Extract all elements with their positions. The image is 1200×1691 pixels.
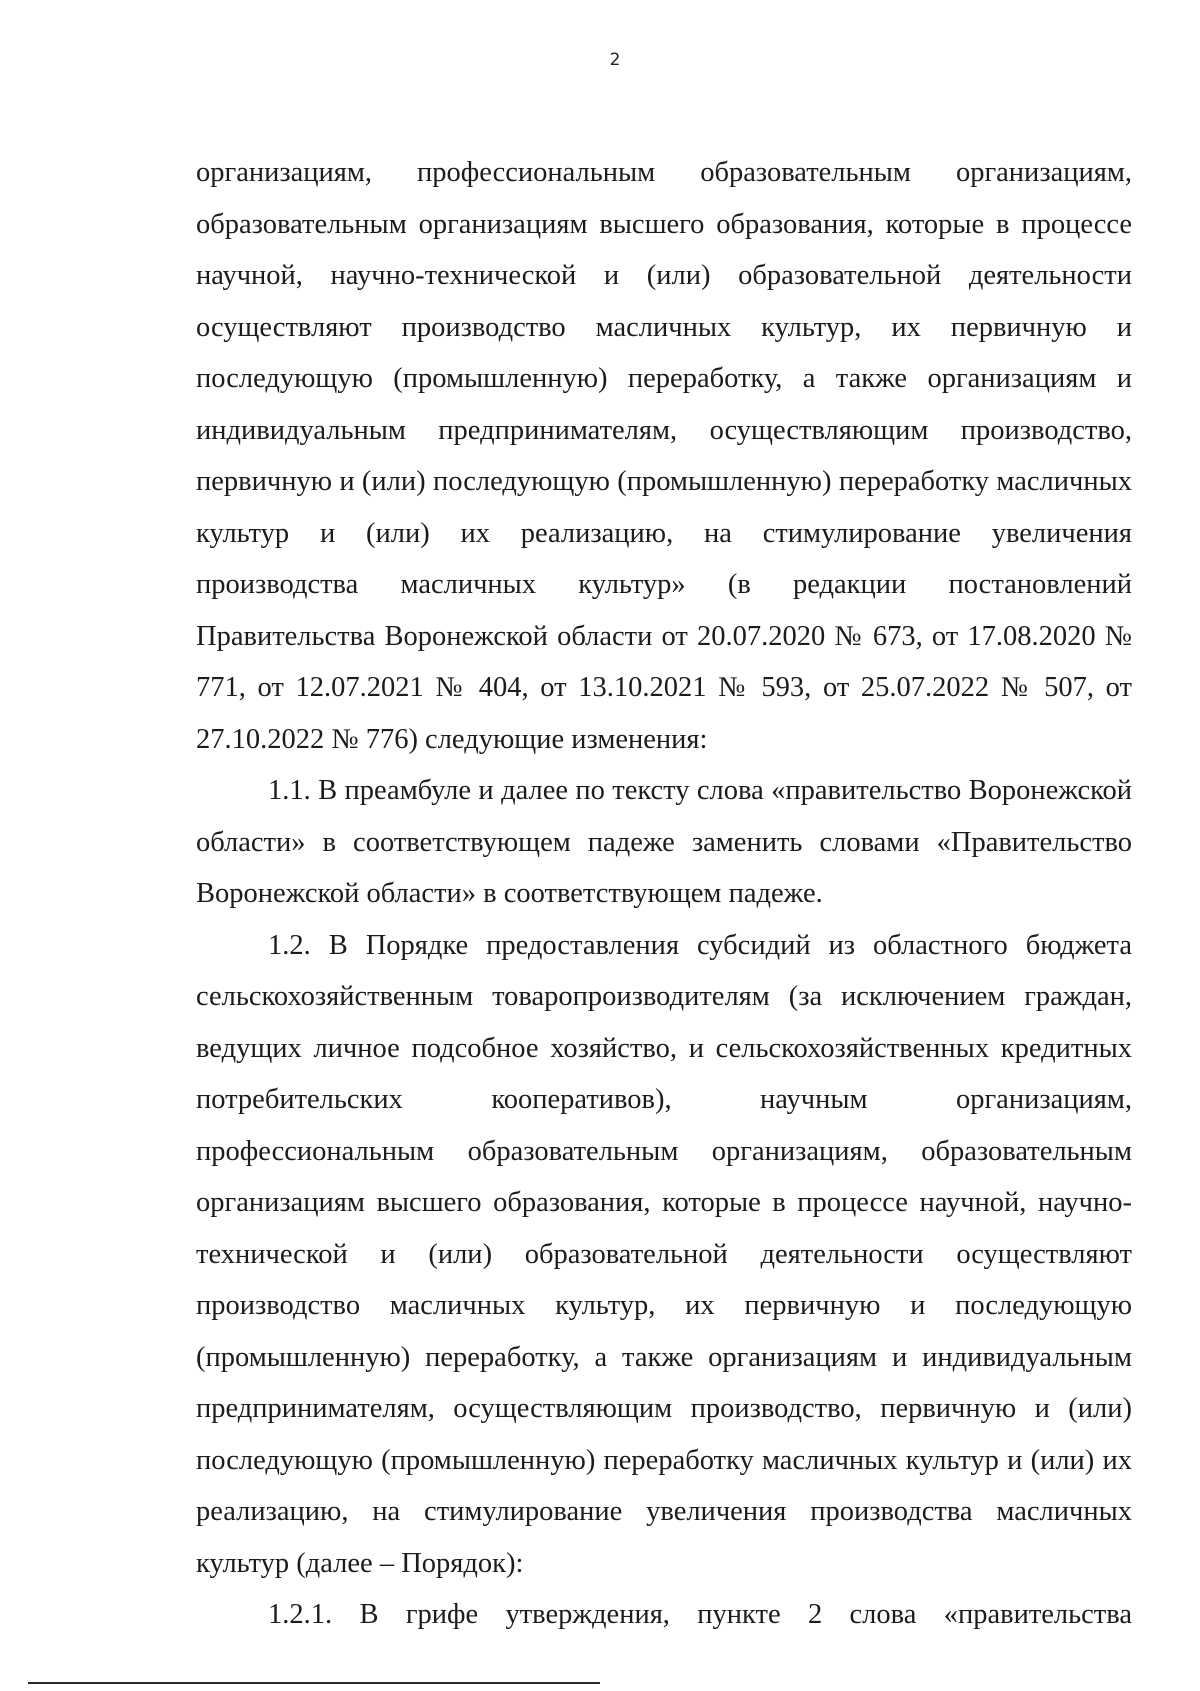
paragraph-1-2: 1.2. В Порядке предоставления субсидий из областного бюджета сельскохозяйственным товаропроизводителям (за исключением граждан, ведущих личное подсобное хозяйство, и сельскохозяйственных кредитных потребительских кооперативов), научным организациям, профессиональным образовательным организациям, образовательным организациям высшего образования, которые в процессе научной, научно-технической и (или) образовательной деятельности осуществляют производство масличных культур, их первичную и последующую (промышленную) переработку, а также организациям и индивидуальным предпринимателям, осуществляющим производство, первичную и (или) последующую (промышленную) переработку масличных культур и (или) их реализацию, на стимулирование увеличения производства масличных культур (далее – Порядок):	[196, 929, 1132, 1579]
document-body	[196, 147, 1132, 1641]
paragraph-1-2-1: 1.2.1. В грифе утверждения, пункте 2 слова «правительства	[268, 1599, 1132, 1630]
footer-divider	[28, 1682, 600, 1684]
page-number: 2	[609, 50, 621, 70]
paragraph-continuation: организациям, профессиональным образовательным организациям, образовательным организациям высшего образования, которые в процессе научной, научно-технической и (или) образовательной деятельности осуществляют производство масличных культур, их первичную и последующую (промышленную) переработку, а также организациям и индивидуальным предпринимателям, осуществляющим производство, первичную и (или) последующую (промышленную) переработку масличных культур и (или) их реализацию, на стимулирование увеличения производства масличных культур» (в редакции постановлений Правительства Воронежской области от 20.07.2020 № 673, от 17.08.2020 № 771, от 12.07.2021 № 404, от 13.10.2021 № 593, от 25.07.2022 № 507, от 27.10.2022 № 776) следующие изменения:	[196, 157, 1132, 755]
paragraph-1-1: 1.1. В преамбуле и далее по тексту слова «правительство Воронежской области» в соответствующем падеже заменить словами «Правительство Воронежской области» в соответствующем падеже.	[196, 775, 1132, 909]
